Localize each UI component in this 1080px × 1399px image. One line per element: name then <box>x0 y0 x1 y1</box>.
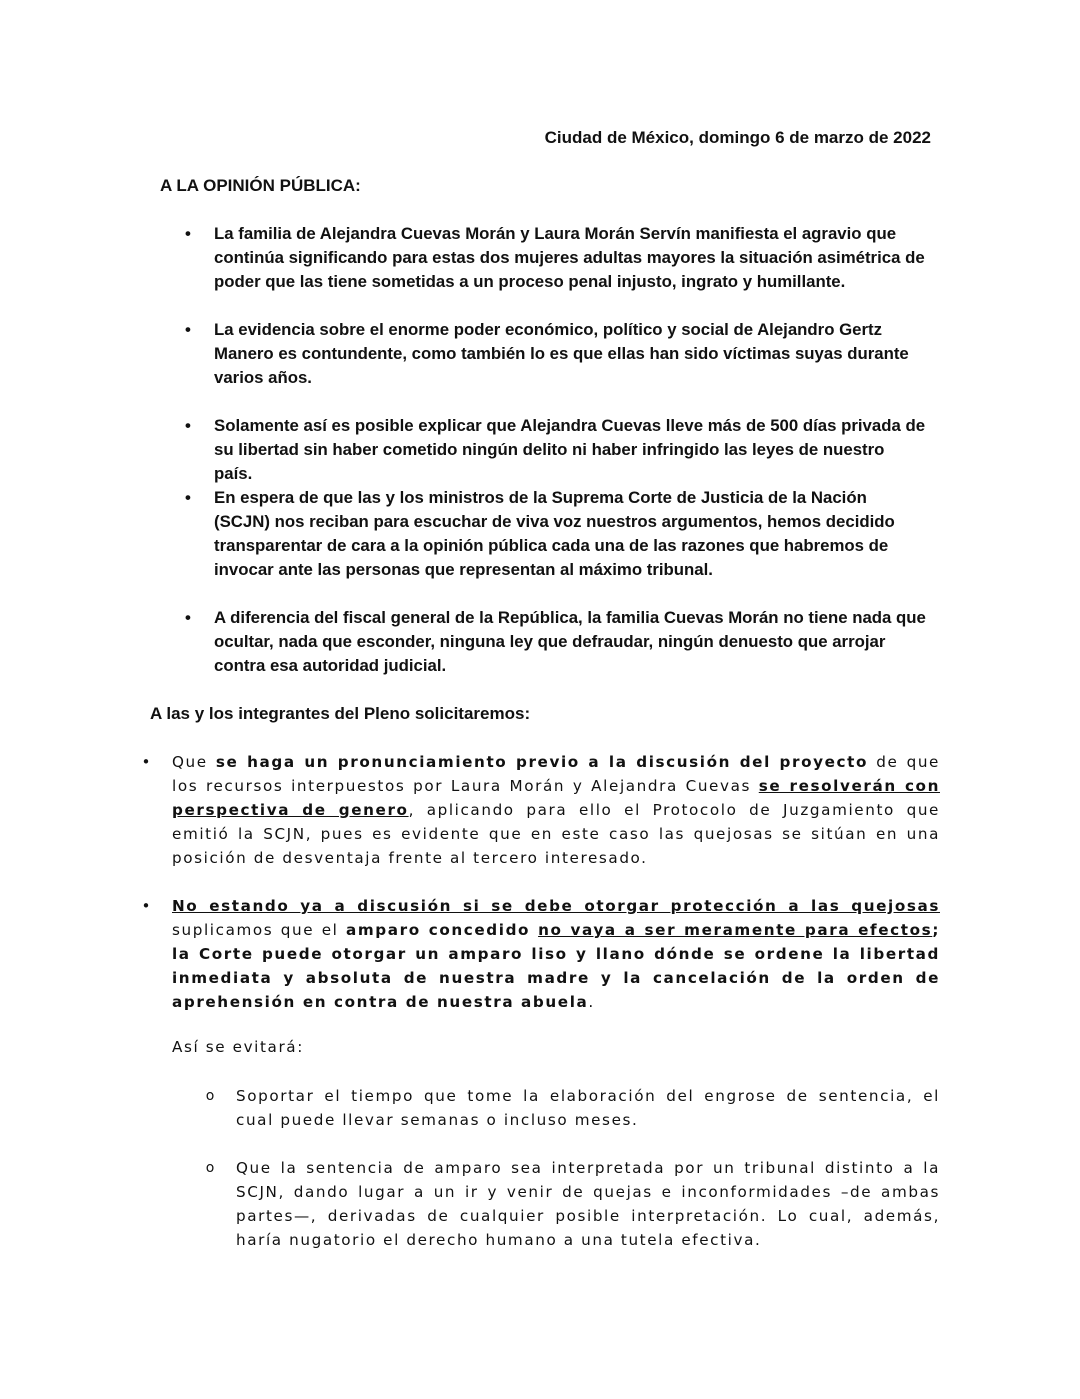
list-item <box>182 606 927 678</box>
request-text: Que se haga un pronunciamiento previo a la discusión del proyecto de que los recursos interpuestos por Laura Morán y Alejandra Cuevas se resolverán con perspectiva de genero, aplicando para ello el Protocolo de Juzgamiento que emitió la SCJN, pues es evidente que en este caso las quejosas se sitúan en una posición de desventaja frente al tercero interesado. <box>172 753 941 867</box>
bullet-icon: • <box>185 224 191 243</box>
sub-point-text: Que la sentencia de amparo sea interpretada por un tribunal distinto a la SCJN, dando lugar a un ir y venir de quejas e inconformidades –de ambas partes—, derivadas de cualquier posible interpretación. Lo cual, además, haría nugatorio el derecho humano a una tutela efectiva. <box>236 1159 940 1249</box>
request-text: No estando ya a discusión si se debe otorgar protección a las quejosas suplicamos que el amparo concedido no vaya a ser meramente para efectos; la Corte puede otorgar un amparo liso y llano dónde se ordene la libertad inmediata y absoluta de nuestra madre y la cancelación de la orden de aprehensión en contra de nuestra abuela. <box>172 897 940 1011</box>
circle-bullet-icon: o <box>205 1160 215 1176</box>
list-item <box>182 318 927 390</box>
consequences-label: Así se evitará: <box>172 1038 304 1056</box>
list-item <box>182 414 927 486</box>
point-text: En espera de que las y los ministros de la Suprema Corte de Justicia de la Nación (SCJN) nos reciban para escuchar de viva voz nuestros argumentos, hemos decidido transparentar de cara a la opinión pública cada una de las razones que habremos de invocar ante las personas que representan al máximo tribunal. <box>214 488 895 579</box>
bullet-icon: • <box>141 897 151 915</box>
point-text: A diferencia del fiscal general de la República, la familia Cuevas Morán no tiene nada que ocultar, nada que esconder, ninguna ley que defraudar, ningún denuesto que arrojar contra esa autoridad judicial. <box>214 608 926 675</box>
request-item <box>140 750 940 870</box>
point-text: La evidencia sobre el enorme poder económico, político y social de Alejandro Gertz Manero es contundente, como también lo es que ellas han sido víctimas suyas durante varios años. <box>214 320 909 387</box>
bullet-icon: • <box>185 488 191 507</box>
list-item <box>182 222 927 294</box>
bullet-icon: • <box>141 753 151 771</box>
requests-heading: A las y los integrantes del Pleno solicitaremos: <box>150 704 531 723</box>
list-item <box>182 486 927 582</box>
sub-list-item <box>200 1084 940 1132</box>
bullet-icon: • <box>185 416 191 435</box>
sub-point-text: Soportar el tiempo que tome la elaboración del engrose de sentencia, el cual puede llevar semanas o incluso meses. <box>236 1087 940 1129</box>
dateline: Ciudad de México, domingo 6 de marzo de 2022 <box>544 128 931 147</box>
point-text: La familia de Alejandra Cuevas Morán y Laura Morán Servín manifiesta el agravio que continúa significando para estas dos mujeres adultas mayores la situación asimétrica de poder que las tiene sometidas a un proceso penal injusto, ingrato y humillante. <box>214 224 925 291</box>
bullet-icon: • <box>185 608 191 627</box>
point-text: Solamente así es posible explicar que Alejandra Cuevas lleve más de 500 días privada de su libertad sin haber cometido ningún delito ni haber infringido las leyes de nuestro país. <box>214 416 926 483</box>
sub-list-item <box>200 1156 940 1252</box>
salutation: A LA OPINIÓN PÚBLICA: <box>160 176 361 195</box>
circle-bullet-icon: o <box>205 1088 215 1104</box>
bullet-icon: • <box>185 320 191 339</box>
request-item <box>140 894 940 1014</box>
